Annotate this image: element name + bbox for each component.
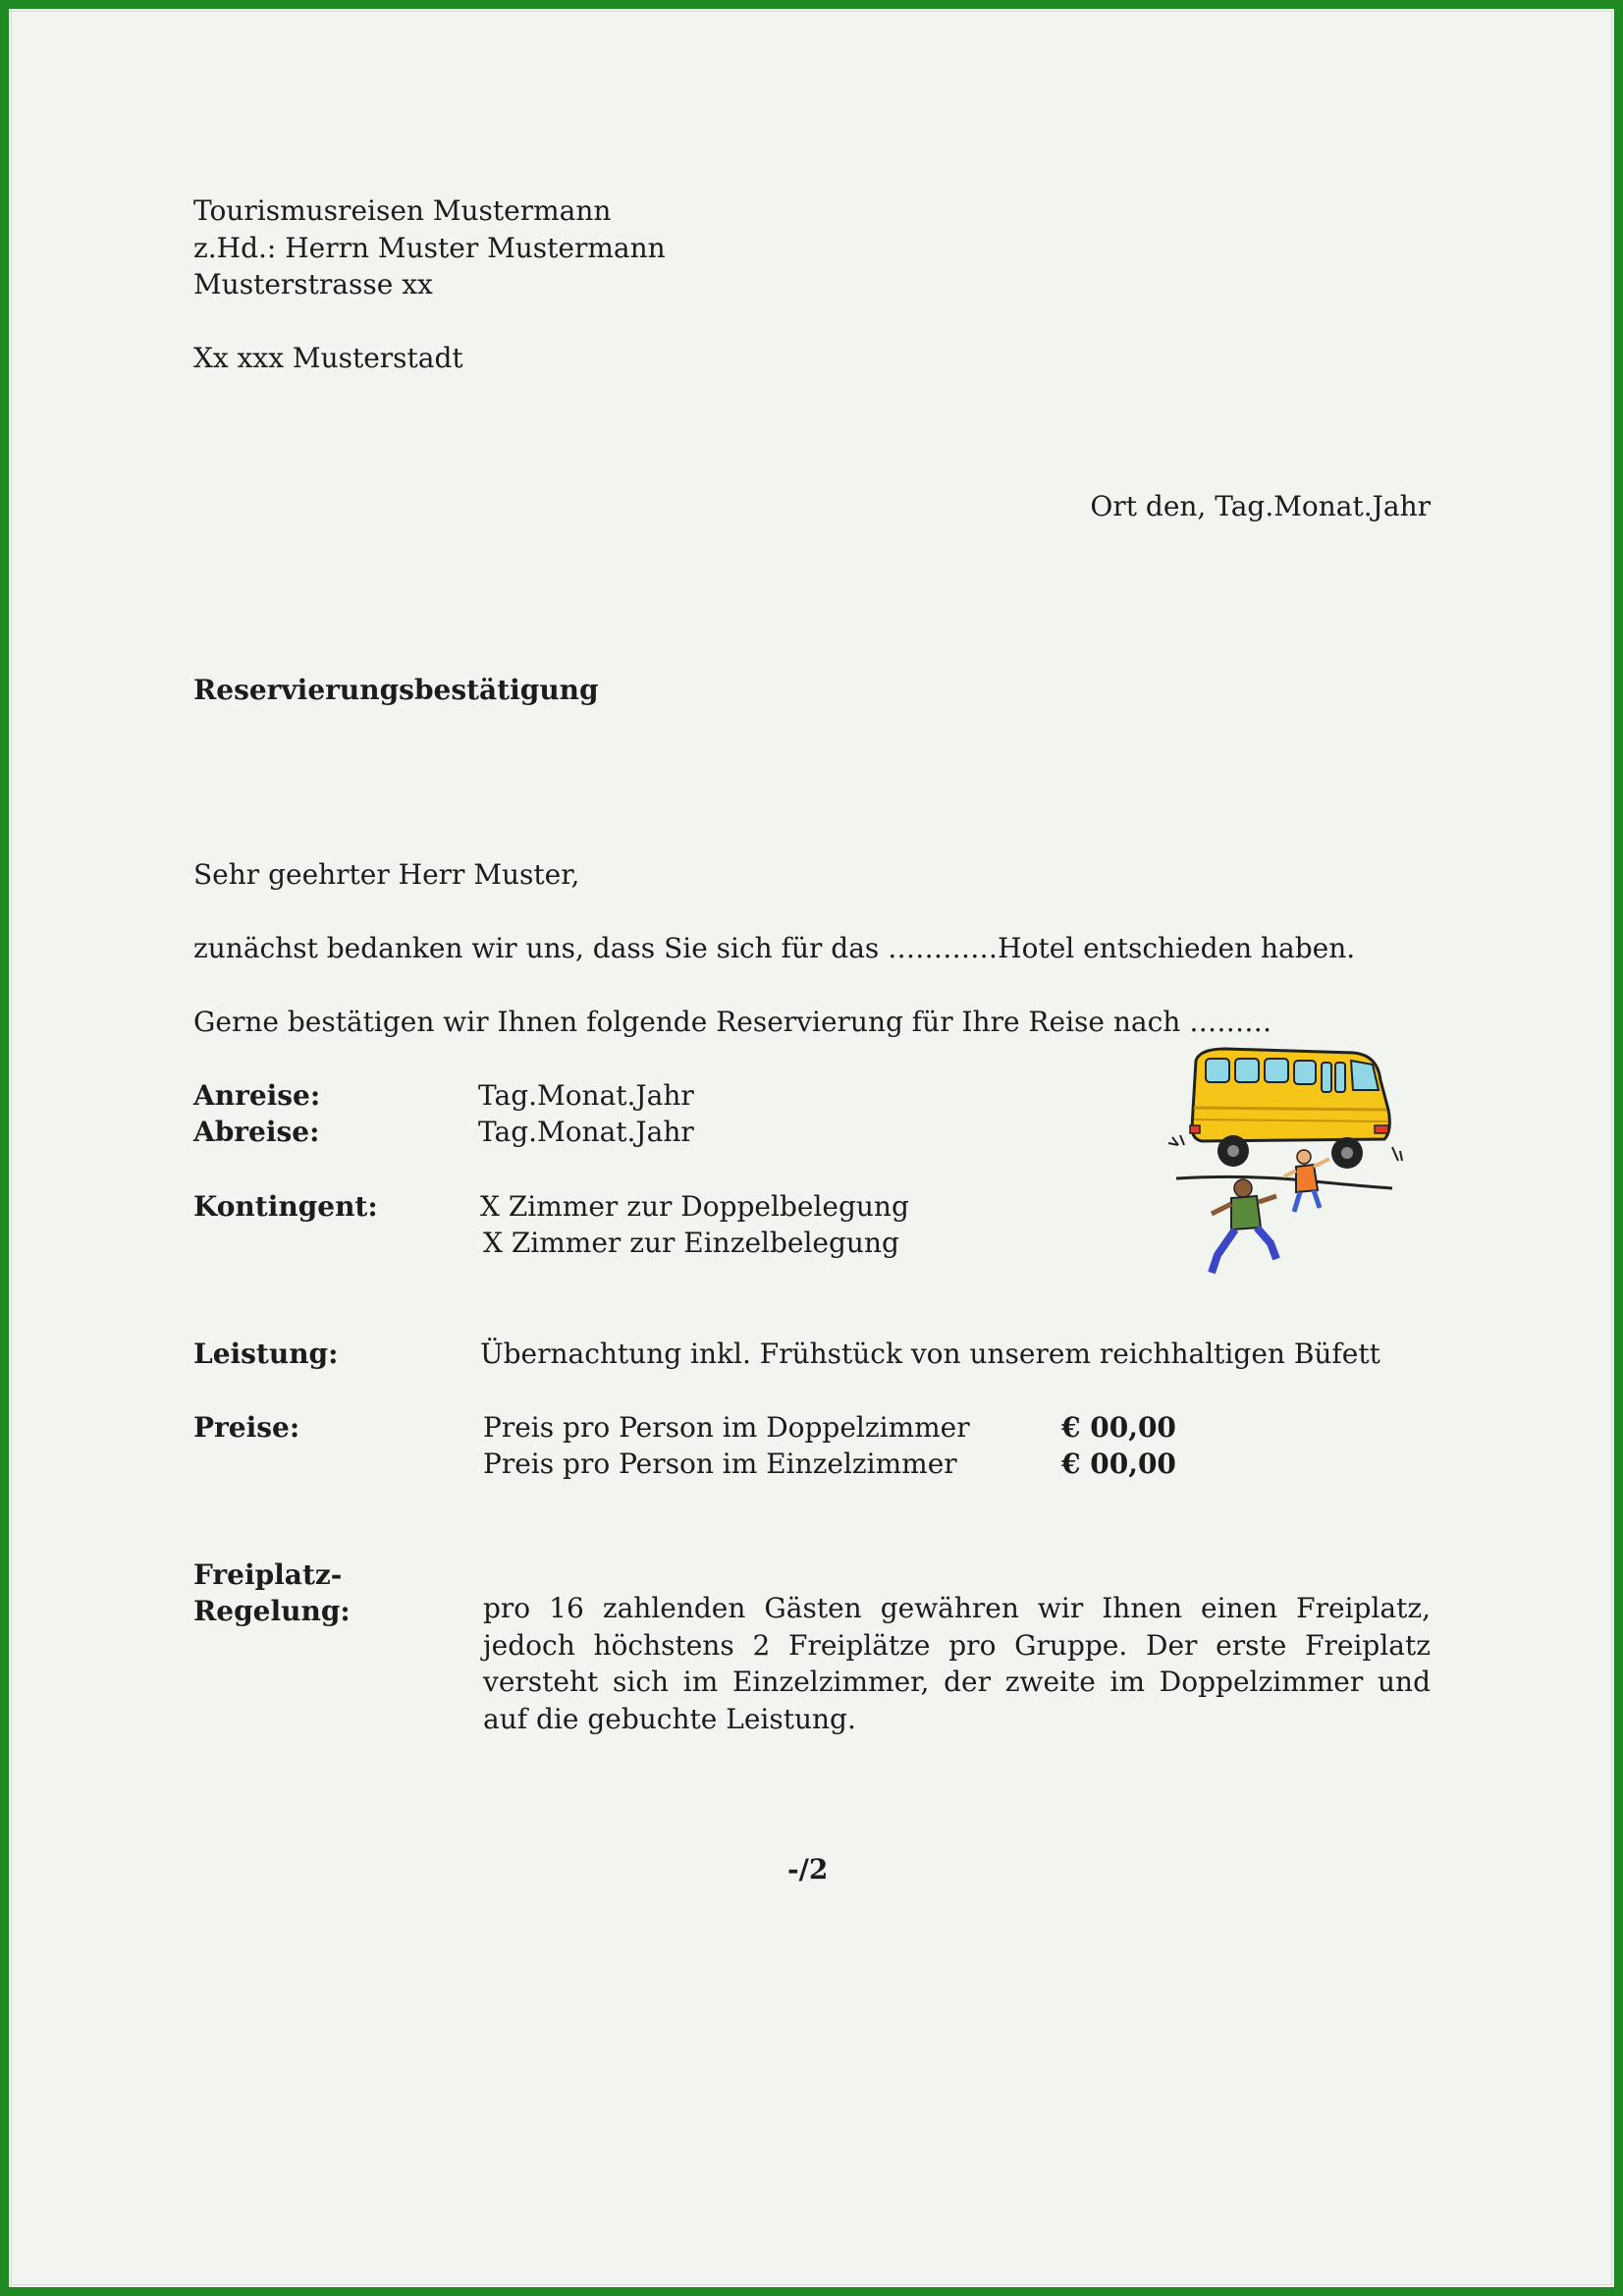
leistung-label: Leistung:	[193, 1338, 339, 1370]
abreise-value: Tag.Monat.Jahr	[478, 1116, 694, 1148]
kontingent-double: X Zimmer zur Doppelbelegung	[480, 1190, 909, 1223]
sender-attention: z.Hd.: Herrn Muster Mustermann	[193, 232, 666, 264]
kontingent-label: Kontingent:	[193, 1190, 378, 1223]
paragraph-thanks: zunächst bedanken wir uns, dass Sie sich für das …………Hotel entschieden haben.	[193, 932, 1356, 964]
leistung-value: Übernachtung inkl. Frühstück von unserem reichhaltigen Büfett	[480, 1338, 1380, 1370]
preise-label: Preise:	[193, 1411, 300, 1444]
freiplatz-label-line-1: Freiplatz-	[193, 1558, 343, 1591]
kontingent-single: X Zimmer zur Einzelbelegung	[483, 1227, 899, 1259]
sender-street: Musterstrasse xx	[193, 268, 433, 301]
salutation: Sehr geehrter Herr Muster,	[193, 858, 580, 891]
abreise-label: Abreise:	[193, 1116, 320, 1148]
school-bus-illustration	[1166, 1041, 1412, 1282]
bus-body	[1190, 1049, 1389, 1141]
freiplatz-label-line-2: Regelung:	[193, 1595, 351, 1627]
subject-heading: Reservierungsbestätigung	[193, 674, 599, 706]
date-line: Ort den, Tag.Monat.Jahr	[1090, 490, 1431, 522]
child-green	[1212, 1179, 1276, 1273]
price-double-value: € 00,00	[1061, 1411, 1176, 1444]
page-marker: -/2	[787, 1853, 829, 1886]
anreise-label: Anreise:	[193, 1079, 321, 1112]
price-single-label: Preis pro Person im Einzelzimmer	[483, 1448, 957, 1480]
paragraph-confirmation: Gerne bestätigen wir Ihnen folgende Reservierung für Ihre Reise nach ………	[193, 1006, 1272, 1038]
sender-city: Xx xxx Musterstadt	[193, 342, 463, 374]
freiplatz-text: pro 16 zahlenden Gästen gewähren wir Ihnen einen Freiplatz, jedoch höchstens 2 Freiplätze pro Gruppe. Der erste Freiplatz versteht sich im Einzelzimmer, der zweite im Doppelzimmer und auf die gebuchte Leistung.	[483, 1592, 1431, 1735]
ground-line	[1168, 1135, 1402, 1188]
anreise-value: Tag.Monat.Jahr	[478, 1079, 694, 1112]
price-double-label: Preis pro Person im Doppelzimmer	[483, 1411, 970, 1444]
price-single-value: € 00,00	[1061, 1448, 1176, 1480]
sender-company: Tourismusreisen Mustermann	[193, 194, 612, 227]
